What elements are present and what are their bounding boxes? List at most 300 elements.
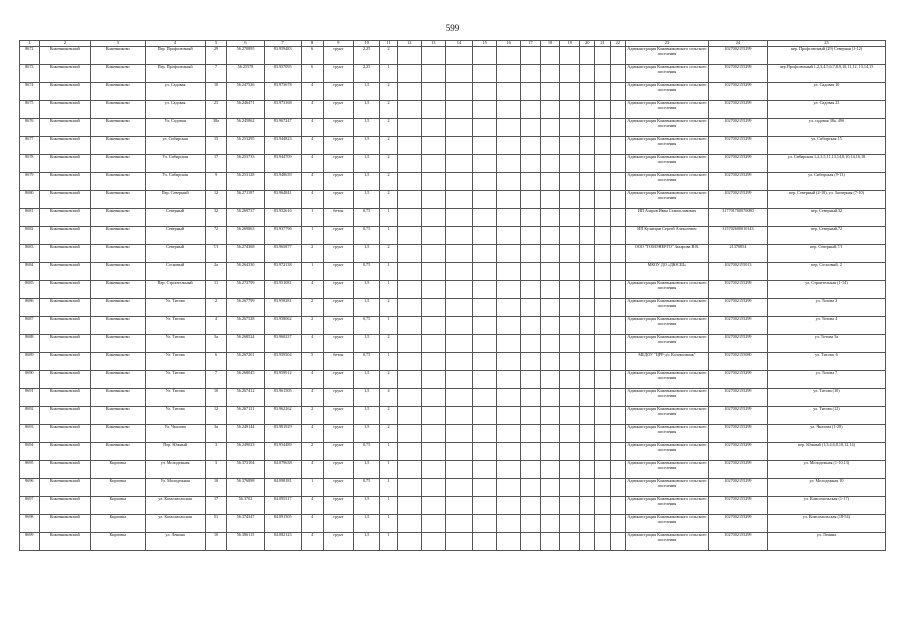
cell-empty xyxy=(473,155,497,173)
cell-v8: 1,5 xyxy=(354,101,380,119)
cell-v6: 4 xyxy=(301,389,323,407)
cell-empty xyxy=(473,281,497,299)
cell-v7: грунт xyxy=(323,173,354,191)
cell-dist: Кожевниковский xyxy=(39,479,90,497)
cell-v8: 1,5 xyxy=(354,461,380,479)
cell-empty xyxy=(610,263,625,281)
cell-ogrn: 1027002155299 xyxy=(708,479,767,497)
cell-empty xyxy=(473,479,497,497)
cell-empty xyxy=(560,425,580,443)
cell-empty xyxy=(610,173,625,191)
cell-empty xyxy=(421,479,445,497)
cell-empty xyxy=(421,227,445,245)
cell-place: Кожевниково xyxy=(90,209,145,227)
cell-lon: 83.959483 xyxy=(264,47,301,65)
cell-addr: ул. Чкалова (1-20) xyxy=(767,425,885,443)
cell-empty xyxy=(397,407,421,425)
cell-v9: 2 xyxy=(380,425,397,443)
cell-v7: грунт xyxy=(323,245,354,263)
table-row xyxy=(20,65,886,83)
cell-house: 5а xyxy=(205,335,227,353)
cell-lon: 84.079638 xyxy=(264,461,301,479)
cell-addr: ул. Молодежная 10 xyxy=(767,479,885,497)
cell-house: 17 xyxy=(205,155,227,173)
table-row xyxy=(20,101,886,119)
cell-empty xyxy=(595,515,610,533)
cell-v8: 0,75 xyxy=(354,479,380,497)
column-number: 15 xyxy=(473,41,497,47)
cell-place: Кожевниково xyxy=(90,353,145,371)
cell-empty xyxy=(397,191,421,209)
cell-empty xyxy=(580,515,595,533)
cell-num: 8676 xyxy=(20,119,40,137)
cell-empty xyxy=(521,479,541,497)
cell-v6: 2 xyxy=(301,299,323,317)
cell-empty xyxy=(610,515,625,533)
cell-empty xyxy=(397,155,421,173)
cell-addr: ул. Титова 2 xyxy=(767,299,885,317)
cell-empty xyxy=(497,227,521,245)
table-row xyxy=(20,371,886,389)
column-number: 1 xyxy=(20,41,40,47)
cell-lat: 56.247526 xyxy=(227,83,264,101)
cell-v6: 1 xyxy=(301,263,323,281)
cell-dist: Кожевниковский xyxy=(39,425,90,443)
cell-empty xyxy=(421,335,445,353)
cell-empty xyxy=(521,425,541,443)
cell-house: 7 xyxy=(205,371,227,389)
column-number: 10 xyxy=(354,41,380,47)
column-number: 22 xyxy=(610,41,625,47)
cell-addr: ул. Титова (10) xyxy=(767,389,885,407)
cell-empty xyxy=(421,425,445,443)
cell-dist: Кожевниковский xyxy=(39,515,90,533)
cell-empty xyxy=(540,83,560,101)
cell-empty xyxy=(473,533,497,551)
cell-ogrn: 1027002155299 xyxy=(708,407,767,425)
cell-empty xyxy=(580,407,595,425)
table-row xyxy=(20,389,886,407)
cell-owner: Администрация Кожевниковского сельского поселения xyxy=(625,155,708,173)
cell-empty xyxy=(560,515,580,533)
cell-empty xyxy=(445,479,472,497)
cell-empty xyxy=(445,65,472,83)
cell-v7: грунт xyxy=(323,47,354,65)
cell-empty xyxy=(421,245,445,263)
cell-dist: Кожевниковский xyxy=(39,497,90,515)
cell-ogrn: 1027002155299 xyxy=(708,83,767,101)
cell-addr: пер. Северный (2-18), ул. Заозерная (7-10) xyxy=(767,191,885,209)
cell-v8: 1,5 xyxy=(354,335,380,353)
cell-empty xyxy=(473,227,497,245)
cell-house: 10 xyxy=(205,533,227,551)
cell-empty xyxy=(473,209,497,227)
cell-empty xyxy=(540,101,560,119)
cell-street: Ул. Титова xyxy=(145,299,205,317)
cell-empty xyxy=(595,281,610,299)
cell-num: 8680 xyxy=(20,191,40,209)
cell-lat: 56.264330 xyxy=(227,263,264,281)
cell-empty xyxy=(473,119,497,137)
cell-empty xyxy=(473,191,497,209)
column-number: 25 xyxy=(767,41,885,47)
cell-empty xyxy=(521,533,541,551)
cell-empty xyxy=(580,65,595,83)
cell-empty xyxy=(497,353,521,371)
cell-owner: Администрация Кожевниковского сельского поселения xyxy=(625,533,708,551)
cell-ogrn: 315702600010143 xyxy=(708,227,767,245)
cell-v6: 2 xyxy=(301,443,323,461)
cell-dist: Кожевниковский xyxy=(39,101,90,119)
cell-street: Сосновый xyxy=(145,263,205,281)
cell-place: Кожевниково xyxy=(90,371,145,389)
cell-empty xyxy=(560,533,580,551)
cell-owner: МКОУ ДО «ДЮСШ» xyxy=(625,263,708,281)
cell-dist: Кожевниковский xyxy=(39,191,90,209)
cell-v7: грунт xyxy=(323,371,354,389)
cell-empty xyxy=(421,407,445,425)
table-row xyxy=(20,47,886,65)
cell-v7: грунт xyxy=(323,281,354,299)
cell-street: ул. Сибирская xyxy=(145,137,205,155)
cell-place: Кожевниково xyxy=(90,281,145,299)
cell-empty xyxy=(421,317,445,335)
cell-v9: 1 xyxy=(380,515,397,533)
cell-house: 3а xyxy=(205,425,227,443)
cell-owner: Администрация Кожевниковского сельского поселения xyxy=(625,407,708,425)
cell-ogrn: 1027002155299 xyxy=(708,497,767,515)
cell-empty xyxy=(397,515,421,533)
column-number: 4 xyxy=(145,41,205,47)
cell-v9: 2 xyxy=(380,371,397,389)
cell-empty xyxy=(560,299,580,317)
cell-v8: 1,5 xyxy=(354,533,380,551)
cell-lat: 56.271197 xyxy=(227,191,264,209)
cell-empty xyxy=(610,317,625,335)
cell-ogrn: 1027002155299 xyxy=(708,299,767,317)
cell-v9: 2 xyxy=(380,191,397,209)
cell-house: 4 xyxy=(205,317,227,335)
cell-ogrn: 1027002155299 xyxy=(708,101,767,119)
cell-lon: 83.973678 xyxy=(264,83,301,101)
cell-v9: 1 xyxy=(380,263,397,281)
cell-dist: Кожевниковский xyxy=(39,245,90,263)
cell-v9: 2 xyxy=(380,155,397,173)
cell-empty xyxy=(521,155,541,173)
cell-v8: 1,5 xyxy=(354,371,380,389)
table-row xyxy=(20,245,886,263)
table-row xyxy=(20,407,886,425)
cell-empty xyxy=(540,515,560,533)
cell-lat: 56.268524 xyxy=(227,335,264,353)
cell-num: 8689 xyxy=(20,353,40,371)
cell-empty xyxy=(540,443,560,461)
cell-num: 8694 xyxy=(20,443,40,461)
cell-dist: Кожевниковский xyxy=(39,389,90,407)
cell-addr: пер.Профсоюзный 1,2,3,4,5,6,7,8,9,10,11,12, 13,14,15 xyxy=(767,65,885,83)
cell-empty xyxy=(397,335,421,353)
cell-empty xyxy=(473,317,497,335)
cell-empty xyxy=(540,407,560,425)
cell-lat: 56.268045 xyxy=(227,371,264,389)
cell-empty xyxy=(540,335,560,353)
cell-empty xyxy=(521,389,541,407)
cell-dist: Кожевниковский xyxy=(39,299,90,317)
cell-ogrn: 1027002155299 xyxy=(708,425,767,443)
cell-empty xyxy=(497,47,521,65)
cell-empty xyxy=(540,389,560,407)
cell-empty xyxy=(445,443,472,461)
cell-empty xyxy=(397,371,421,389)
cell-ogrn: 1027002155299 xyxy=(708,389,767,407)
cell-empty xyxy=(521,443,541,461)
cell-empty xyxy=(397,479,421,497)
cell-v7: грунт xyxy=(323,533,354,551)
cell-empty xyxy=(595,443,610,461)
cell-empty xyxy=(445,533,472,551)
cell-empty xyxy=(445,335,472,353)
cell-addr: ул. Ленина xyxy=(767,533,885,551)
cell-v7: бетон xyxy=(323,353,354,371)
cell-empty xyxy=(580,299,595,317)
cell-empty xyxy=(497,83,521,101)
cell-owner: Администрация Кожевниковского сельского поселения xyxy=(625,515,708,533)
cell-empty xyxy=(421,155,445,173)
cell-v7: грунт xyxy=(323,479,354,497)
cell-empty xyxy=(540,155,560,173)
cell-empty xyxy=(580,137,595,155)
cell-empty xyxy=(610,209,625,227)
cell-empty xyxy=(473,101,497,119)
cell-empty xyxy=(445,209,472,227)
column-number: 6 xyxy=(227,41,264,47)
cell-v7: грунт xyxy=(323,515,354,533)
cell-v9: 1 xyxy=(380,497,397,515)
cell-v6: 4 xyxy=(301,335,323,353)
cell-empty xyxy=(445,173,472,191)
cell-house: 51 xyxy=(205,515,227,533)
cell-owner: Администрация Кожевниковского сельского поселения xyxy=(625,137,708,155)
cell-ogrn: 21370854 xyxy=(708,245,767,263)
cell-dist: Кожевниковский xyxy=(39,533,90,551)
cell-num: 8696 xyxy=(20,479,40,497)
cell-empty xyxy=(521,317,541,335)
cell-street: Ул. Садовая xyxy=(145,119,205,137)
cell-empty xyxy=(445,407,472,425)
cell-lon: 83.972138 xyxy=(264,263,301,281)
cell-dist: Кожевниковский xyxy=(39,281,90,299)
cell-empty xyxy=(521,497,541,515)
column-number: 3 xyxy=(90,41,145,47)
cell-empty xyxy=(580,335,595,353)
column-number: 13 xyxy=(421,41,445,47)
cell-empty xyxy=(580,173,595,191)
cell-addr: пер. Сосновый, 2 xyxy=(767,263,885,281)
cell-num: 8687 xyxy=(20,317,40,335)
cell-empty xyxy=(560,461,580,479)
cell-empty xyxy=(497,371,521,389)
page-number: 599 xyxy=(445,23,460,33)
cell-empty xyxy=(580,245,595,263)
cell-v8: 1,5 xyxy=(354,299,380,317)
cell-v8: 1,5 xyxy=(354,281,380,299)
cell-street: Ул. Титова xyxy=(145,389,205,407)
cell-lon: 84.082123 xyxy=(264,533,301,551)
cell-empty xyxy=(497,101,521,119)
cell-empty xyxy=(445,155,472,173)
cell-empty xyxy=(421,83,445,101)
cell-empty xyxy=(397,281,421,299)
cell-empty xyxy=(540,191,560,209)
cell-v6: 2 xyxy=(301,407,323,425)
cell-dist: Кожевниковский xyxy=(39,137,90,155)
cell-empty xyxy=(473,371,497,389)
cell-num: 8692 xyxy=(20,407,40,425)
cell-empty xyxy=(421,119,445,137)
cell-v7: грунт xyxy=(323,263,354,281)
cell-empty xyxy=(445,371,472,389)
cell-house: 2а xyxy=(205,263,227,281)
cell-lat: 56.246471 xyxy=(227,101,264,119)
cell-empty xyxy=(497,335,521,353)
cell-lat: 56.253295 xyxy=(227,137,264,155)
cell-street: Пер. Южный xyxy=(145,443,205,461)
cell-addr: ул. Титова 4 xyxy=(767,317,885,335)
cell-v8: 1,5 xyxy=(354,173,380,191)
cell-empty xyxy=(397,497,421,515)
cell-empty xyxy=(497,389,521,407)
cell-v8: 1,5 xyxy=(354,515,380,533)
cell-empty xyxy=(560,173,580,191)
cell-empty xyxy=(610,155,625,173)
cell-empty xyxy=(521,281,541,299)
cell-empty xyxy=(421,101,445,119)
cell-place: Кирговка xyxy=(90,497,145,515)
cell-lat: 56.3702 xyxy=(227,497,264,515)
cell-street: ул. Молодежная xyxy=(145,461,205,479)
cell-num: 8698 xyxy=(20,515,40,533)
cell-v8: 1,5 xyxy=(354,389,380,407)
cell-place: Кожевниково xyxy=(90,83,145,101)
cell-empty xyxy=(445,299,472,317)
cell-house: 9 xyxy=(205,173,227,191)
cell-empty xyxy=(560,65,580,83)
cell-empty xyxy=(473,407,497,425)
cell-owner: Администрация Кожевниковского сельского поселения xyxy=(625,425,708,443)
cell-num: 8675 xyxy=(20,101,40,119)
cell-empty xyxy=(580,497,595,515)
table-row xyxy=(20,317,886,335)
cell-lat: 56.245862 xyxy=(227,119,264,137)
cell-v8: 0,75 xyxy=(354,317,380,335)
cell-empty xyxy=(473,47,497,65)
cell-empty xyxy=(540,173,560,191)
cell-empty xyxy=(497,209,521,227)
cell-empty xyxy=(540,245,560,263)
cell-v7: грунт xyxy=(323,461,354,479)
cell-empty xyxy=(445,83,472,101)
cell-place: Кожевниково xyxy=(90,101,145,119)
cell-lat: 56.274368 xyxy=(227,245,264,263)
cell-lat: 56.249144 xyxy=(227,425,264,443)
cell-street: Ул. Титова xyxy=(145,335,205,353)
cell-empty xyxy=(540,353,560,371)
cell-empty xyxy=(521,137,541,155)
cell-empty xyxy=(497,407,521,425)
cell-v9: 1 xyxy=(380,281,397,299)
cell-v9: 2 xyxy=(380,47,397,65)
column-number: 19 xyxy=(560,41,580,47)
cell-empty xyxy=(445,137,472,155)
cell-street: Северный xyxy=(145,245,205,263)
cell-dist: Кожевниковский xyxy=(39,371,90,389)
cell-empty xyxy=(497,191,521,209)
cell-lon: 84.098181 xyxy=(264,479,301,497)
cell-v7: грунт xyxy=(323,317,354,335)
cell-street: ул. Садовая xyxy=(145,83,205,101)
cell-owner: Администрация Кожевниковского сельского поселения xyxy=(625,173,708,191)
cell-empty xyxy=(497,515,521,533)
cell-addr: ул. Титова, 6 xyxy=(767,353,885,371)
cell-empty xyxy=(473,515,497,533)
cell-num: 8672 xyxy=(20,47,40,65)
cell-dist: Кожевниковский xyxy=(39,443,90,461)
column-number: 12 xyxy=(397,41,421,47)
cell-v6: 4 xyxy=(301,173,323,191)
cell-empty xyxy=(560,47,580,65)
cell-empty xyxy=(595,533,610,551)
table-row xyxy=(20,479,886,497)
cell-lon: 83.964841 xyxy=(264,191,301,209)
cell-empty xyxy=(521,65,541,83)
cell-lat: 56.249023 xyxy=(227,443,264,461)
cell-dist: Кожевниковский xyxy=(39,173,90,191)
cell-lon: 83.952616 xyxy=(264,209,301,227)
cell-owner: МБДОУ "ЦРР-д/с Колокольчик" xyxy=(625,353,708,371)
cell-empty xyxy=(580,371,595,389)
cell-street: Ул. Сибирская xyxy=(145,155,205,173)
cell-dist: Кожевниковский xyxy=(39,335,90,353)
column-number: 14 xyxy=(445,41,472,47)
cell-street: Ул. Титова xyxy=(145,407,205,425)
cell-addr: ул. Титова 7 xyxy=(767,371,885,389)
cell-num: 8697 xyxy=(20,497,40,515)
cell-v9: 2 xyxy=(380,245,397,263)
cell-v7: грунт xyxy=(323,443,354,461)
cell-place: Кожевниково xyxy=(90,173,145,191)
cell-v7: грунт xyxy=(323,299,354,317)
cell-dist: Кожевниковский xyxy=(39,353,90,371)
cell-empty xyxy=(497,533,521,551)
table-row xyxy=(20,173,886,191)
cell-lon: 83.960237 xyxy=(264,335,301,353)
cell-empty xyxy=(397,83,421,101)
cell-lat: 56.273799 xyxy=(227,281,264,299)
cell-v8: 0,75 xyxy=(354,353,380,371)
table-row xyxy=(20,83,886,101)
cell-lon: 83.948639 xyxy=(264,173,301,191)
cell-empty xyxy=(397,245,421,263)
cell-house: 3 xyxy=(205,443,227,461)
cell-empty xyxy=(610,479,625,497)
cell-empty xyxy=(521,227,541,245)
cell-lon: 83.973168 xyxy=(264,101,301,119)
cell-empty xyxy=(560,263,580,281)
cell-owner: Администрация Кожевниковского сельского поселения xyxy=(625,299,708,317)
cell-house: 6 xyxy=(205,353,227,371)
cell-empty xyxy=(473,335,497,353)
cell-empty xyxy=(610,281,625,299)
